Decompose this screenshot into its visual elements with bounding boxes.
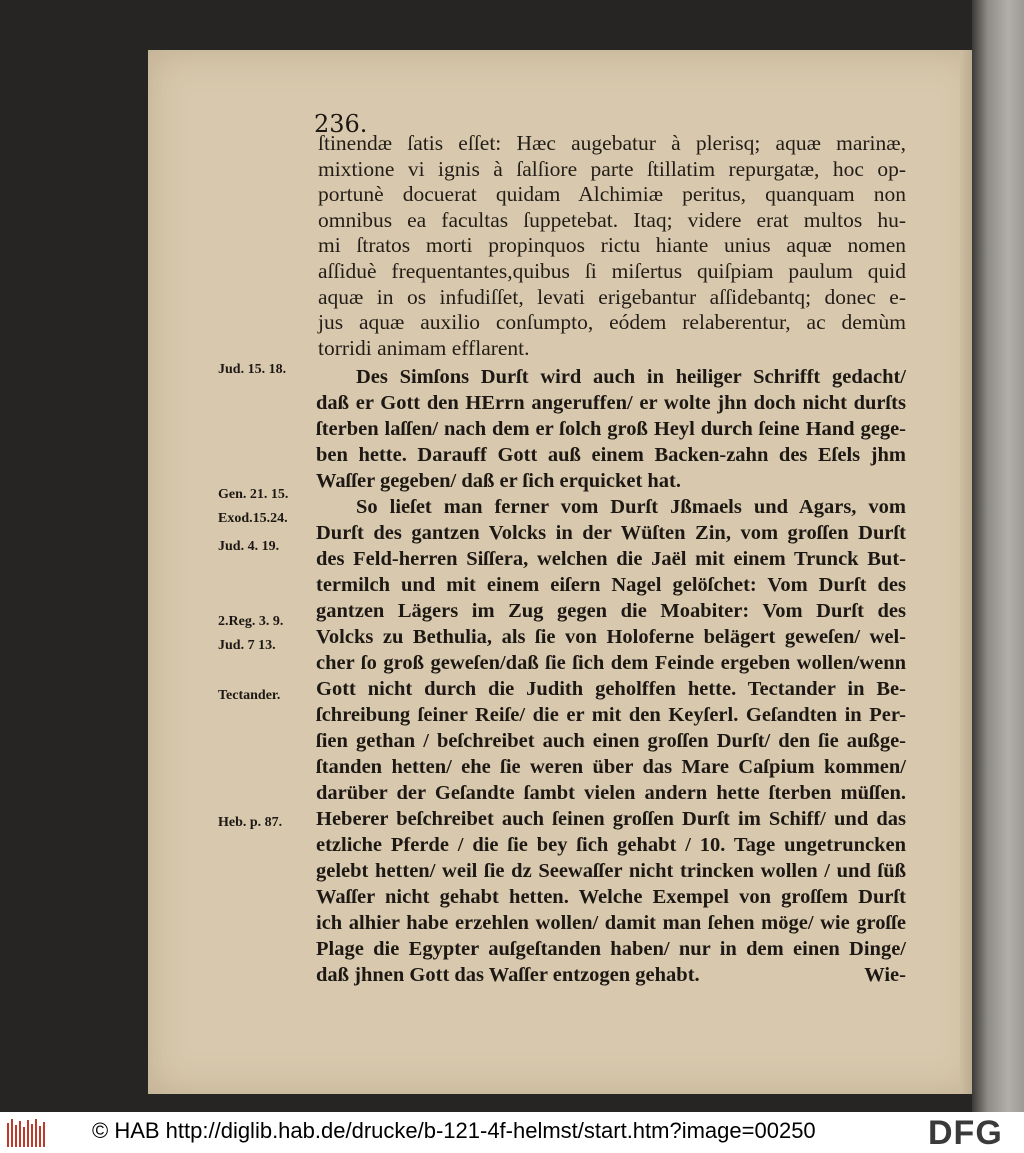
page-number: 236. [314,110,368,138]
text-line: cher ſo groß geweſen/daß ſie ſich dem Feinde ergeben wollen/wenn [316,652,906,674]
text-line: ſtanden hetten/ ehe ſie weren über das Mare Caſpium kommen/ [316,756,906,778]
dfg-logo: DFG [928,1114,1003,1152]
text-line: ben hette. Darauff Gott auß einem Backen-zahn des Eſels jhm [316,444,906,466]
text-line: Des Simſons Durſt wird auch in heiliger Schrifft gedacht/ [356,366,906,388]
text-line: daß er Gott den HErrn angeruffen/ er wolte jhn doch nicht durſts [316,392,906,414]
text-line: omnibus ea facultas ſuppetebat. Itaq; videre erat multos hu- [318,207,906,232]
margin-note: Jud. 4. 19. [218,539,280,554]
text-line: Waſſer nicht gehabt hetten. Welche Exempel von groſſem Durſt [316,886,906,908]
text-line: aſſiduè frequentantes,quibus ſi miſertus quiſpiam paulum quid [318,258,906,283]
text-line: ſchreibung ſeiner Reiſe/ die er mit den Keyſerl. Geſandten in Per- [316,704,906,726]
text-line: mi ſtratos morti propinquos rictu hiante unius aquæ nomen [318,233,906,258]
latin-paragraph [318,131,906,361]
margin-note: Jud. 7 13. [218,638,276,653]
text-line: daß jhnen Gott das Waſſer entzogen gehabt. [316,964,700,986]
text-line: Waſſer gegeben/ daß er ſich erquicket hat. [316,470,682,492]
text-line: So lieſet man ferner vom Durſt Jßmaels und Agars, vom [356,496,906,518]
text-line: Durſt des gantzen Volcks in der Wüſten Zin, vom groſſen Durſt [316,522,906,544]
margin-note: Gen. 21. 15. [218,487,289,502]
margin-note: 2.Reg. 3. 9. [218,614,284,629]
text-line: darüber der Geſandte ſambt vielen andern hette ſterben müſſen. [316,782,906,804]
margin-note: Heb. p. 87. [218,815,283,830]
text-line: portunè docuerat quidam Alchimiæ peritus, quanquam non [318,182,906,207]
margin-note: Tectander. [218,688,281,703]
footer-bar [0,1112,1024,1153]
text-line: gantzen Lägers im Zug gegen die Moabiter: Vom Durſt des [316,600,906,622]
text-line: gelebt hetten/ weil ſie dz Seewaſſer nicht trincken wollen / und ſüß [316,860,906,882]
text-line: termilch und mit einem eiſern Nagel gelöſchet: Vom Durſt des [316,574,906,596]
german-paragraph [316,364,906,988]
margin-note: Jud. 15. 18. [218,362,287,377]
text-line: ſterben laſſen/ nach dem er ſolch groß Heyl durch ſeine Hand gege- [316,418,906,440]
catchword: Wie- [864,964,906,986]
text-line: des Feld-herren Siſſera, welchen die Jaël mit einem Trunck But- [316,548,906,570]
text-line: Heberer beſchreibet auch ſeinen groſſen Durſt im Schiff/ und das [316,808,906,830]
footer-citation: © HAB http://diglib.hab.de/drucke/b-121-4f-helmst/start.htm?image=00250 [92,1118,816,1143]
text-line: Volcks zu Bethulia, als ſie von Holoferne belägert geweſen/ wel- [316,626,906,648]
facing-page-edge [972,0,1024,1112]
text-line: ich alhier habe erzehlen wollen/ damit man ſehen möge/ wie groſſe [316,912,906,934]
text-line: torridi animam efflarent. [318,335,530,360]
text-line: Plage die Egypter auſgeſtanden haben/ nur in dem einen Dinge/ [316,938,906,960]
text-line: jus aquæ auxilio conſumpto, eódem relaberentur, ac demùm [318,310,906,335]
text-line: Gott nicht durch die Judith geholffen hette. Tectander in Be- [316,678,906,700]
text-line: aquæ in os infudiſſet, levati erigebantur aſſidebantq; donec e- [318,284,906,309]
last-line [316,962,906,988]
text-line: ſtinendæ ſatis eſſet: Hæc augebatur à plerisq; aquæ marinæ, [318,131,906,155]
text-line: mixtione vi ignis à ſalſiore parte ſtillatim repurgatæ, hoc op- [318,156,906,181]
hab-logo-icon [6,1117,46,1149]
text-line: etzliche Pferde / die ſie bey ſich gehabt / 10. Tage ungetruncken [316,834,906,856]
margin-note: Exod.15.24. [218,511,288,526]
text-line: ſien gethan / beſchreibet auch einen groſſen Durſt/ den ſie außge- [316,730,906,752]
